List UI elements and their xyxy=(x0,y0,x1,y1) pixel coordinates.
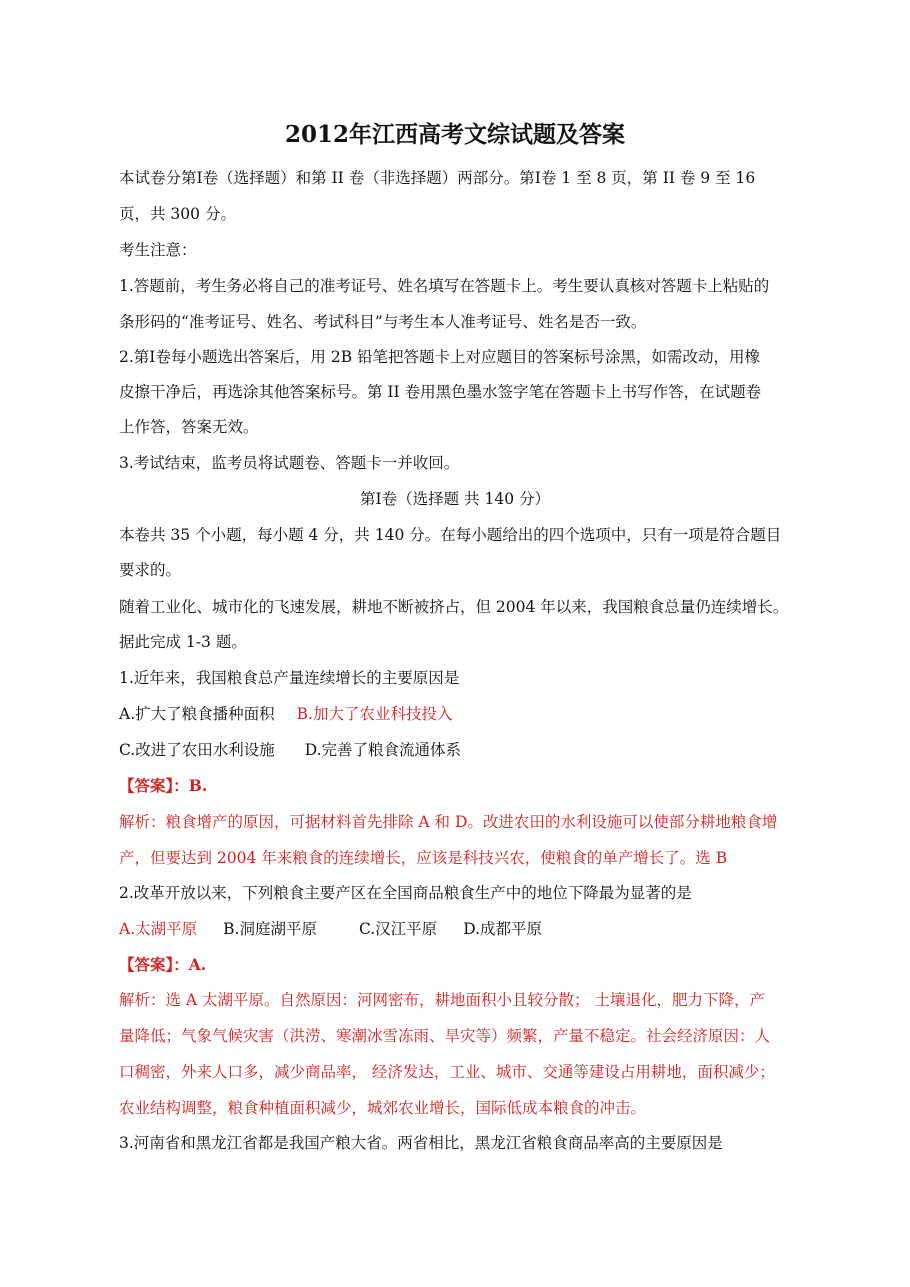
q2-option-c: C.汉江平原 xyxy=(358,920,438,938)
intro-line-2: 页，共 300 分。 xyxy=(119,205,236,223)
notice-item-3: 3.考试结束，监考员将试题卷、答题卡一并收回。 xyxy=(119,454,460,472)
q1-option-a: A.扩大了粮食播种面积 xyxy=(119,705,275,723)
q3-stem: 3.河南省和黑龙江省都是我国产粮大省。两省相比，黑龙江省粮食商品率高的主要原因是 xyxy=(119,1134,723,1152)
q2-option-a: A.太湖平原 xyxy=(119,920,198,938)
notice-item-2-line-1: 2.第Ⅰ卷每小题选出答案后，用 2B 铅笔把答题卡上对应题目的答案标号涂黑，如需改动，用橡 xyxy=(119,348,761,366)
q2-options-row xyxy=(119,919,809,939)
notice-item-2-line-2: 皮擦干净后，再选涂其他答案标号。第 II 卷用黑色墨水签字笔在答题卡上书写作答，在试题卷 xyxy=(119,383,762,401)
q2-explanation-line-1: 解析：选 A 太湖平原。自然原因：河网密布，耕地面积小且较分散； 土壤退化，肥力下降，产 xyxy=(119,991,765,1009)
q2-answer-value: ：A. xyxy=(173,955,207,974)
q2-answer-tag: 【答案】 xyxy=(119,955,174,974)
material-line-2: 据此完成 1-3 题。 xyxy=(119,633,247,651)
section-heading: 第Ⅰ卷（选择题 共 140 分） xyxy=(360,490,550,508)
intro-line-1: 本试卷分第Ⅰ卷（选择题）和第 II 卷（非选择题）两部分。第Ⅰ卷 1 至 8 页，第 II 卷 9 至 16 xyxy=(119,169,756,187)
q2-answer xyxy=(119,955,809,975)
section-desc-line-1: 本卷共 35 个小题，每小题 4 分，共 140 分。在每小题给出的四个选项中，只有一项是符合题目 xyxy=(119,526,782,544)
notice-item-2-line-3: 上作答，答案无效。 xyxy=(119,418,259,436)
q2-explanation-line-3: 口稠密，外来人口多，减少商品率， 经济发达，工业、城市、交通等建设占用耕地，面积减少； xyxy=(119,1063,775,1081)
q1-option-c: C.改进了农田水利设施 xyxy=(119,741,275,759)
notice-item-1-line-2: 条形码的“准考证号、姓名、考试科目”与考生本人准考证号、姓名是否一致。 xyxy=(119,313,647,331)
notice-heading: 考生注意： xyxy=(119,241,197,259)
q1-answer xyxy=(119,776,809,796)
section-desc-line-2: 要求的。 xyxy=(119,561,182,579)
q1-explanation-line-2: 产，但要达到 2004 年来粮食的连续增长，应该是科技兴农，使粮食的单产增长了。选 B xyxy=(119,849,728,867)
q1-option-d: D.完善了粮食流通体系 xyxy=(304,741,462,759)
q1-explanation-line-1: 解析：粮食增产的原因，可据材料首先排除 A 和 D。改进农田的水利设施可以使部分耕地粮食增 xyxy=(119,813,778,831)
q1-option-b: B.加大了农业科技投入 xyxy=(296,705,453,723)
q2-option-b: B.洞庭湖平原 xyxy=(223,920,317,938)
q1-answer-value: ：B. xyxy=(173,776,208,795)
q1-answer-tag: 【答案】 xyxy=(119,776,174,795)
notice-item-1-line-1: 1.答题前，考生务必将自己的准考证号、姓名填写在答题卡上。考生要认真核对答题卡上粘贴的 xyxy=(119,277,770,295)
document-title: 2012年江西高考文综试题及答案 xyxy=(284,121,625,148)
q2-explanation-line-2: 量降低；气象气候灾害（洪涝、寒潮冰雪冻雨、旱灾等）频繁，产量不稳定。社会经济原因：人 xyxy=(119,1027,771,1045)
q1-stem: 1.近年来，我国粮食总产量连续增长的主要原因是 xyxy=(119,669,460,687)
q2-stem: 2.改革开放以来，下列粮食主要产区在全国商品粮食生产中的地位下降最为显著的是 xyxy=(119,884,692,902)
q2-option-d: D.成都平原 xyxy=(463,920,543,938)
material-line-1: 随着工业化、城市化的飞速发展，耕地不断被挤占，但 2004 年以来，我国粮食总量仍连续增长。 xyxy=(119,598,789,616)
q1-options-row-2 xyxy=(119,740,809,760)
q2-explanation-line-4: 农业结构调整，粮食种植面积减少，城郊农业增长，国际低成本粮食的冲击。 xyxy=(119,1099,647,1117)
q1-options-row-1 xyxy=(119,704,809,724)
